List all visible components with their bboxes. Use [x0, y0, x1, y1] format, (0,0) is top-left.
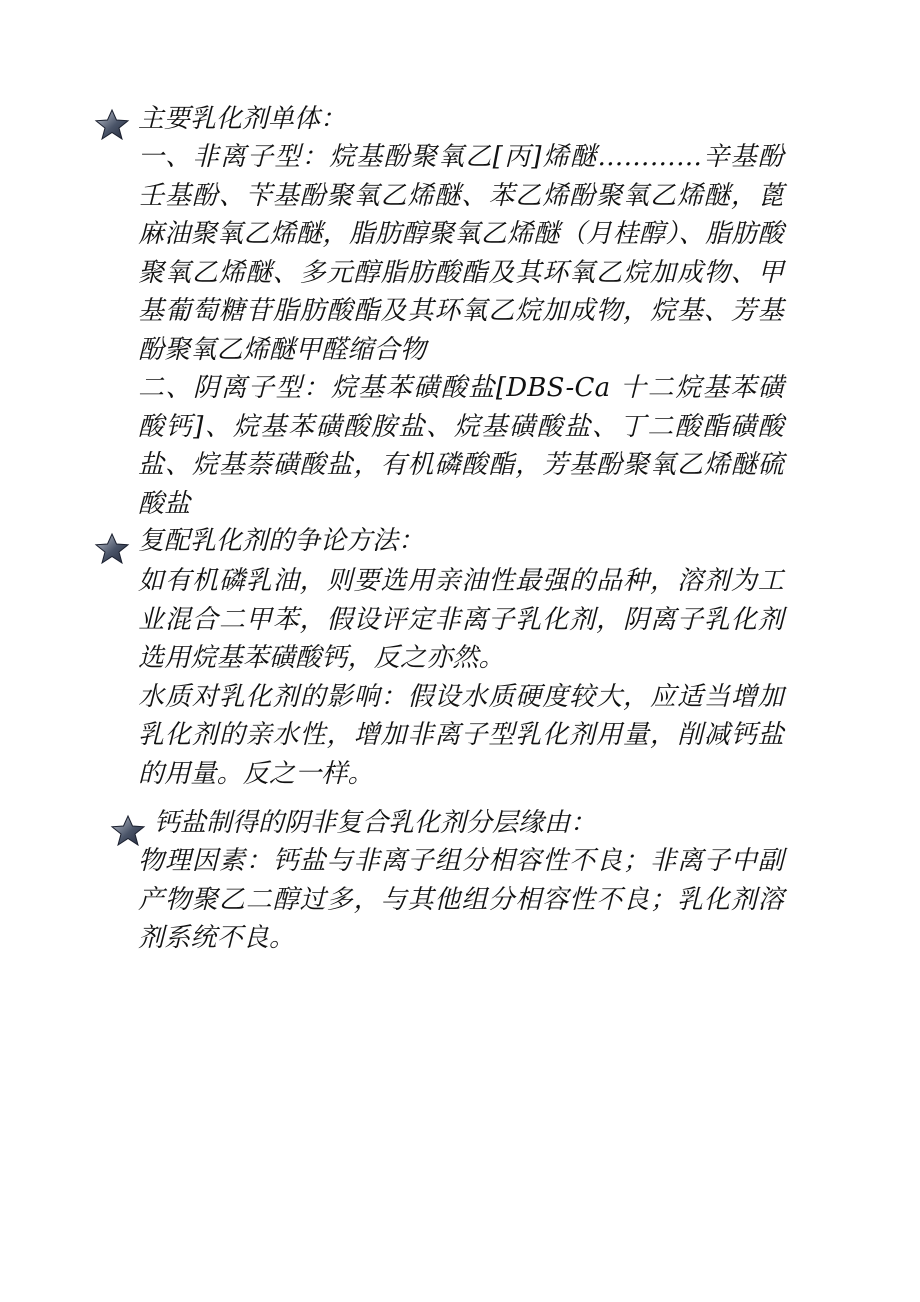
star-icon: [94, 108, 130, 140]
paragraph-physical-factors: 物理因素：钙盐与非离子组分相容性不良；非离子中副产物聚乙二醇过多，与其他组分相容性不良；乳化剂溶剂系统不良。: [138, 846, 784, 953]
section-heading: 主要乳化剂单体：: [138, 104, 347, 134]
section-heading: 钙盐制得的阴非复合乳化剂分层缘由：: [154, 808, 597, 838]
section-heading-row: [94, 522, 794, 560]
section-layering-causes: [94, 804, 794, 964]
section-heading: 复配乳化剂的争论方法：: [138, 526, 425, 556]
paragraph-nonionic: 一、非离子型：烷基酚聚氧乙[丙]烯醚…………辛基酚壬基酚、苄基酚聚氧乙烯醚、苯乙烯酚聚氧乙烯醚，蓖麻油聚氧乙烯醚，脂肪醇聚氧乙烯醚（月桂醇）、脂肪酸聚氧乙烯醚、多元醇脂肪酸酯及其环氧乙烷加成物、甲基葡萄糖苷脂肪酸酯及其环氧乙烷加成物，烷基、芳基酚聚氧乙烯醚甲醛缩合物: [138, 142, 784, 365]
section-body: [138, 562, 784, 793]
paragraph-organophosphate: 如有机磷乳油，则要选用亲油性最强的品种，溶剂为工业混合二甲苯，假设评定非离子乳化剂，阴离子乳化剂选用烷基苯磺酸钙，反之亦然。: [138, 566, 784, 673]
section-heading-row: [94, 804, 794, 842]
section-emulsifier-monomers: [94, 100, 794, 520]
star-icon: [94, 532, 130, 564]
section-body: [138, 842, 784, 958]
section-body: [138, 138, 784, 523]
paragraph-water-quality: 水质对乳化剂的影响：假设水质硬度较大，应适当增加乳化剂的亲水性，增加非离子型乳化剂用量，削减钙盐的用量。反之一样。: [138, 681, 784, 789]
section-compound-emulsifier-method: [94, 522, 794, 792]
paragraph-anionic: 二、阴离子型：烷基苯磺酸盐[DBS-Ca 十二烷基苯磺酸钙]、烷基苯磺酸胺盐、烷基磺酸盐、丁二酸酯磺酸盐、烷基萘磺酸盐，有机磷酸酯，芳基酚聚氧乙烯醚硫酸盐: [138, 373, 784, 519]
section-heading-row: [94, 100, 794, 138]
